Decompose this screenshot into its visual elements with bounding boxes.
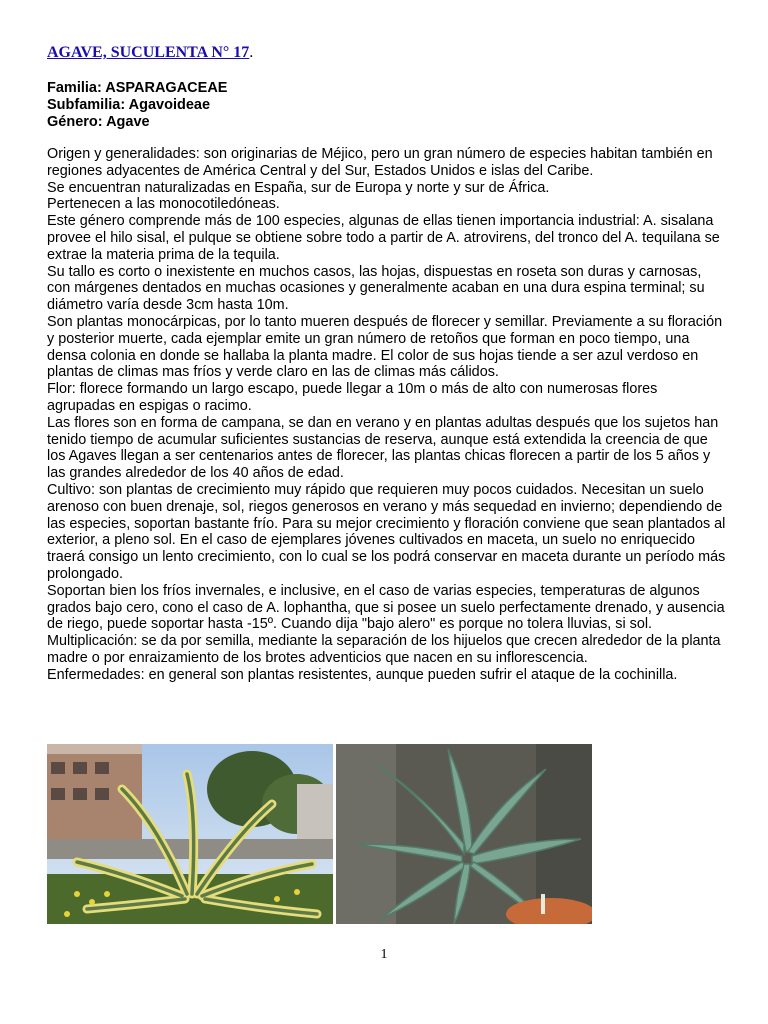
paragraph-origin: Origen y generalidades: son originarias de Méjico, pero un gran número de especies habitan también en regiones adyacentes de América Central y del Sur, Estados Unidos e islas del Caribe. [47, 146, 713, 179]
paragraph-monocarpic: Son plantas monocárpicas, por lo tanto mueren después de florecer y semillar. Previamente a su floración y posterior muerte, cada ejemplar emite un gran número de retoños que forman en poco tiempo, una densa colonia en donde se hallaba la planta madre. El color de sus hojas tiende a ser azul verdoso en plantas de climas mas fríos y verde claro en las de climas más cálidos. [47, 313, 723, 381]
paragraph-bell-flowers: Las flores son en forma de campana, se dan en verano y en plantas adultas después que los sujetos han tenido tiempo de acumular suficientes sustancias de reserva, aunque está extendida la creencia de que los Agaves llegan a ser centenarios antes de florecer, las plantas chicas florecen a partir de los 5 años y las grandes alrededor de los 40 años de edad. [47, 414, 719, 482]
blue-green-agave-photo [336, 744, 592, 924]
taxonomy-family: Familia: ASPARAGACEAE [47, 80, 228, 96]
document-title [47, 44, 253, 62]
paragraph-monocot: Pertenecen a las monocotiledóneas. [47, 196, 280, 213]
paragraph-flower: Flor: florece formando un largo escapo, puede llegar a 10m o más de alto con numerosas flores agrupadas en espigas o racimo. [47, 381, 658, 414]
page-number: 1 [380, 947, 388, 962]
variegated-agave-photo [47, 744, 333, 924]
taxonomy-block [47, 80, 227, 131]
paragraph-species: Este género comprende más de 100 especies, algunas de ellas tienen importancia industrial: A. sisalana provee el hilo sisal, el pulque se obtiene sobre todo a partir de A. atrovirens, del tronco del A. tequilana se extrae la materia prima de la tequila. [47, 213, 720, 263]
paragraph-cultivation: Cultivo: son plantas de crecimiento muy rápido que requieren muy pocos cuidados. Necesitan un suelo arenoso con buen drenaje, sol, riegos generosos en verano y más sequedad en invierno; dependiendo de las especies, soportan bastante frío. Para su mejor crecimiento y floración conviene que sean plantados al exterior, a pleno sol. En el caso de ejemplares jóvenes cultivados en maceta, un suelo no enriquecido traerá consigo un lento crecimiento, con lo cual se los podrá conservar en maceta durante un período más prolongado. [47, 481, 726, 582]
paragraph-cold-tolerance: Soportan bien los fríos invernales, e inclusive, en el caso de varias especies, temperaturas de algunos grados bajo cero, cono el caso de A. lophantha, que si posee un suelo perfectamente drenado, y ausencia de riego, puede soportar hasta -15º. Cuando dija "bajo alero" es porque no tolera lluvias, si sol. [47, 582, 725, 633]
title-link[interactable]: AGAVE, SUCULENTA N° 17 [47, 44, 250, 61]
paragraph-propagation: Multiplicación: se da por semilla, mediante la separación de los hijuelos que crecen alrededor de la planta madre o por enraizamiento de los brotes adventicios que nacen en su inflorescencia. [47, 633, 721, 666]
taxonomy-genus: Género: Agave [47, 114, 150, 130]
title-trailing-dot: . [249, 44, 254, 61]
paragraph-stem: Su tallo es corto o inexistente en muchos casos, las hojas, dispuestas en roseta son duras y carnosas, con márgenes dentados en muchas ocasiones y generalmente acaban en una dura espina terminal; su diámetro varía desde 3cm hasta 10m. [47, 263, 705, 314]
taxonomy-subfamily: Subfamilia: Agavoideae [47, 97, 211, 113]
paragraph-diseases: Enfermedades: en general son plantas resistentes, aunque pueden sufrir el ataque de la cochinilla. [47, 666, 678, 683]
paragraph-naturalized: Se encuentran naturalizadas en España, sur de Europa y norte y sur de África. [47, 179, 550, 196]
body-text [47, 146, 727, 684]
